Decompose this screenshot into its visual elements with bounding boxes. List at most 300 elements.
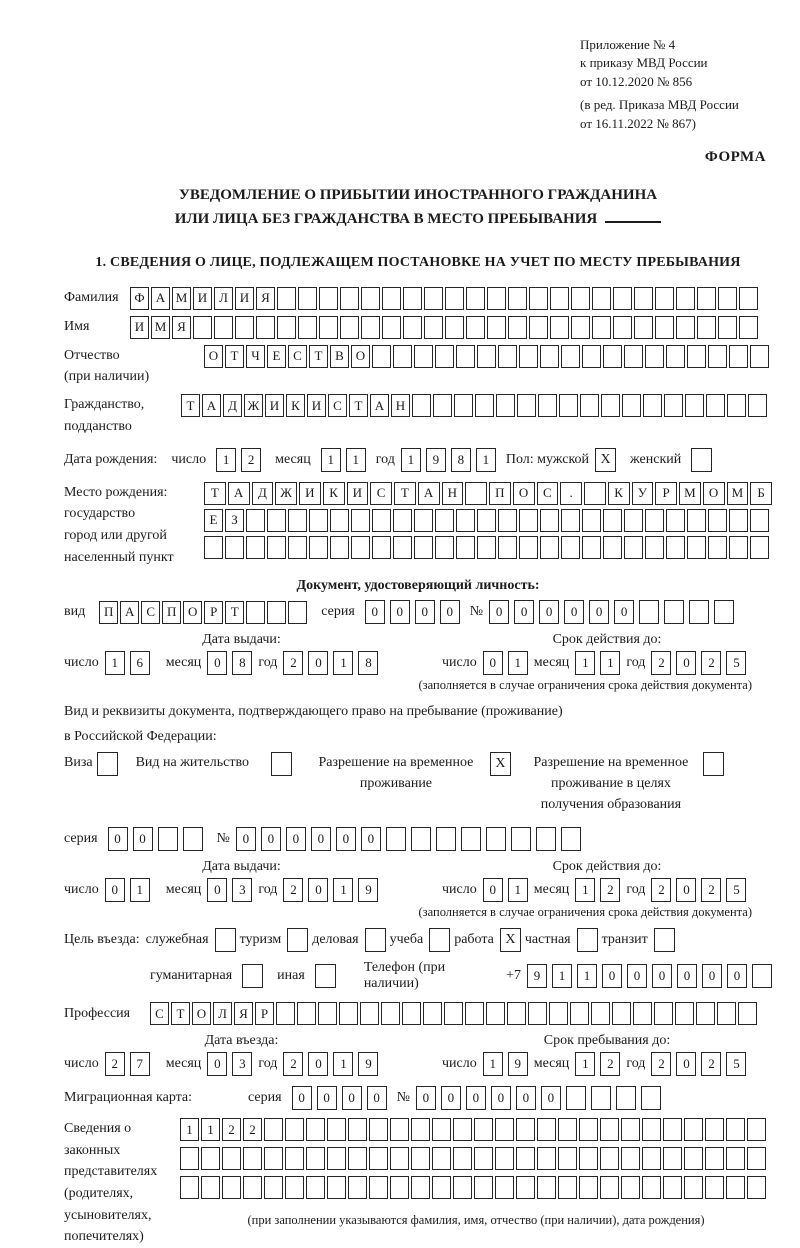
doc-number-field[interactable] [489, 600, 734, 624]
char-cell[interactable] [579, 1147, 598, 1170]
char-cell[interactable]: 1 [575, 651, 595, 675]
char-cell[interactable]: И [347, 482, 369, 505]
char-cell[interactable] [403, 287, 422, 310]
legal-reps-row1[interactable] [180, 1118, 772, 1141]
char-cell[interactable] [571, 287, 590, 310]
char-cell[interactable] [477, 509, 496, 532]
char-cell[interactable] [559, 394, 578, 417]
char-cell[interactable] [687, 509, 706, 532]
char-cell[interactable] [319, 287, 338, 310]
char-cell[interactable]: 0 [416, 1086, 436, 1110]
char-cell[interactable] [676, 316, 695, 339]
char-cell[interactable] [412, 394, 431, 417]
char-cell[interactable]: Ж [244, 394, 263, 417]
char-cell[interactable] [445, 316, 464, 339]
char-cell[interactable]: Т [225, 601, 244, 624]
char-cell[interactable] [528, 1002, 547, 1025]
char-cell[interactable]: У [632, 482, 654, 505]
char-cell[interactable]: 1 [483, 1052, 503, 1076]
char-cell[interactable]: М [727, 482, 749, 505]
char-cell[interactable] [600, 1118, 619, 1141]
char-cell[interactable] [705, 1176, 724, 1199]
char-cell[interactable] [369, 1147, 388, 1170]
char-cell[interactable]: 0 [516, 1086, 536, 1110]
char-cell[interactable] [486, 1002, 505, 1025]
char-cell[interactable] [747, 1118, 766, 1141]
char-cell[interactable] [414, 536, 433, 559]
char-cell[interactable] [466, 316, 485, 339]
char-cell[interactable] [432, 1147, 451, 1170]
char-cell[interactable] [537, 1147, 556, 1170]
char-cell[interactable]: О [513, 482, 535, 505]
char-cell[interactable] [246, 536, 265, 559]
legal-reps-row2[interactable] [180, 1147, 772, 1170]
char-cell[interactable]: 0 [105, 878, 125, 902]
char-cell[interactable] [351, 509, 370, 532]
char-cell[interactable] [675, 1002, 694, 1025]
char-cell[interactable] [445, 287, 464, 310]
char-cell[interactable] [285, 1118, 304, 1141]
char-cell[interactable] [666, 345, 685, 368]
char-cell[interactable]: 1 [575, 1052, 595, 1076]
char-cell[interactable]: 2 [701, 651, 721, 675]
char-cell[interactable]: И [235, 287, 254, 310]
char-cell[interactable]: 5 [726, 1052, 746, 1076]
char-cell[interactable] [517, 394, 536, 417]
char-cell[interactable]: О [351, 345, 370, 368]
char-cell[interactable]: 0 [539, 600, 559, 624]
purpose-business-checkbox[interactable] [365, 928, 386, 952]
char-cell[interactable]: О [204, 345, 223, 368]
char-cell[interactable]: 0 [207, 1052, 227, 1076]
char-cell[interactable]: 0 [308, 1052, 328, 1076]
char-cell[interactable] [561, 827, 581, 851]
char-cell[interactable]: 0 [308, 651, 328, 675]
legal-reps-row3[interactable] [180, 1176, 772, 1199]
char-cell[interactable] [386, 827, 406, 851]
sex-male-checkbox[interactable]: X [595, 448, 616, 472]
char-cell[interactable] [538, 394, 557, 417]
char-cell[interactable] [558, 1118, 577, 1141]
char-cell[interactable] [180, 1176, 199, 1199]
char-cell[interactable] [613, 316, 632, 339]
char-cell[interactable] [729, 509, 748, 532]
char-cell[interactable] [729, 345, 748, 368]
doc-kind-field[interactable] [99, 601, 307, 624]
char-cell[interactable] [558, 1147, 577, 1170]
char-cell[interactable]: Р [204, 601, 223, 624]
char-cell[interactable]: 1 [333, 1052, 353, 1076]
char-cell[interactable]: И [265, 394, 284, 417]
char-cell[interactable] [474, 1147, 493, 1170]
char-cell[interactable]: 1 [508, 651, 528, 675]
char-cell[interactable] [288, 601, 307, 624]
phone-field[interactable] [527, 964, 772, 988]
char-cell[interactable] [684, 1176, 703, 1199]
char-cell[interactable] [327, 1147, 346, 1170]
char-cell[interactable] [739, 316, 758, 339]
char-cell[interactable] [519, 536, 538, 559]
char-cell[interactable] [561, 536, 580, 559]
char-cell[interactable] [612, 1002, 631, 1025]
char-cell[interactable] [475, 394, 494, 417]
char-cell[interactable]: 2 [241, 448, 261, 472]
char-cell[interactable]: 0 [308, 878, 328, 902]
char-cell[interactable] [685, 394, 704, 417]
char-cell[interactable] [507, 1002, 526, 1025]
char-cell[interactable]: 3 [232, 1052, 252, 1076]
char-cell[interactable] [600, 1147, 619, 1170]
char-cell[interactable] [256, 316, 275, 339]
char-cell[interactable] [285, 1176, 304, 1199]
char-cell[interactable] [498, 509, 517, 532]
char-cell[interactable] [516, 1176, 535, 1199]
char-cell[interactable] [729, 536, 748, 559]
char-cell[interactable]: 0 [541, 1086, 561, 1110]
char-cell[interactable] [382, 316, 401, 339]
char-cell[interactable]: 0 [311, 827, 331, 851]
char-cell[interactable] [267, 509, 286, 532]
char-cell[interactable]: С [288, 345, 307, 368]
char-cell[interactable] [706, 394, 725, 417]
char-cell[interactable]: 1 [401, 448, 421, 472]
char-cell[interactable] [511, 827, 531, 851]
char-cell[interactable]: Р [255, 1002, 274, 1025]
char-cell[interactable]: 8 [451, 448, 471, 472]
temp-residence-checkbox[interactable]: X [490, 752, 511, 776]
char-cell[interactable] [498, 536, 517, 559]
char-cell[interactable]: 9 [527, 964, 547, 988]
char-cell[interactable] [453, 1176, 472, 1199]
birth-year-field[interactable] [401, 448, 496, 472]
res-issue-year-field[interactable] [283, 878, 378, 902]
char-cell[interactable] [487, 287, 506, 310]
char-cell[interactable]: П [162, 601, 181, 624]
char-cell[interactable] [288, 536, 307, 559]
char-cell[interactable] [540, 536, 559, 559]
sex-female-checkbox[interactable] [691, 448, 712, 472]
char-cell[interactable] [424, 287, 443, 310]
char-cell[interactable]: 1 [552, 964, 572, 988]
char-cell[interactable]: 0 [342, 1086, 362, 1110]
char-cell[interactable] [549, 1002, 568, 1025]
char-cell[interactable] [747, 1176, 766, 1199]
char-cell[interactable] [201, 1176, 220, 1199]
char-cell[interactable]: . [560, 482, 582, 505]
purpose-official-checkbox[interactable] [215, 928, 236, 952]
char-cell[interactable] [591, 1086, 611, 1110]
char-cell[interactable] [298, 287, 317, 310]
char-cell[interactable] [285, 1147, 304, 1170]
char-cell[interactable] [318, 1002, 337, 1025]
char-cell[interactable]: Е [204, 509, 223, 532]
char-cell[interactable] [708, 345, 727, 368]
char-cell[interactable] [456, 536, 475, 559]
char-cell[interactable] [411, 827, 431, 851]
char-cell[interactable] [327, 1118, 346, 1141]
char-cell[interactable]: 1 [346, 448, 366, 472]
char-cell[interactable] [180, 1147, 199, 1170]
char-cell[interactable]: Т [394, 482, 416, 505]
char-cell[interactable] [540, 509, 559, 532]
char-cell[interactable] [327, 1176, 346, 1199]
char-cell[interactable] [435, 345, 454, 368]
char-cell[interactable]: 0 [483, 651, 503, 675]
char-cell[interactable] [369, 1118, 388, 1141]
char-cell[interactable] [718, 316, 737, 339]
char-cell[interactable]: 2 [600, 1052, 620, 1076]
char-cell[interactable] [684, 1147, 703, 1170]
char-cell[interactable] [246, 509, 265, 532]
char-cell[interactable]: 0 [483, 878, 503, 902]
char-cell[interactable]: А [418, 482, 440, 505]
char-cell[interactable] [697, 287, 716, 310]
res-valid-day-field[interactable] [483, 878, 528, 902]
char-cell[interactable] [676, 287, 695, 310]
char-cell[interactable]: 3 [232, 878, 252, 902]
char-cell[interactable] [372, 345, 391, 368]
char-cell[interactable] [474, 1118, 493, 1141]
char-cell[interactable] [277, 316, 296, 339]
char-cell[interactable] [403, 316, 422, 339]
char-cell[interactable] [277, 287, 296, 310]
char-cell[interactable] [639, 600, 659, 624]
purpose-transit-checkbox[interactable] [654, 928, 675, 952]
char-cell[interactable] [348, 1176, 367, 1199]
patronymic-field[interactable] [204, 345, 769, 368]
char-cell[interactable]: Е [267, 345, 286, 368]
char-cell[interactable] [486, 827, 506, 851]
char-cell[interactable] [603, 509, 622, 532]
char-cell[interactable]: 5 [726, 651, 746, 675]
char-cell[interactable] [696, 1002, 715, 1025]
char-cell[interactable]: 0 [466, 1086, 486, 1110]
char-cell[interactable]: Ч [246, 345, 265, 368]
char-cell[interactable] [382, 287, 401, 310]
char-cell[interactable] [276, 1002, 295, 1025]
char-cell[interactable]: Я [172, 316, 191, 339]
char-cell[interactable]: М [151, 316, 170, 339]
char-cell[interactable] [372, 509, 391, 532]
char-cell[interactable]: М [679, 482, 701, 505]
char-cell[interactable] [750, 536, 769, 559]
char-cell[interactable]: 2 [222, 1118, 241, 1141]
char-cell[interactable] [214, 316, 233, 339]
char-cell[interactable]: П [99, 601, 118, 624]
char-cell[interactable]: 0 [676, 878, 696, 902]
char-cell[interactable] [432, 1176, 451, 1199]
char-cell[interactable] [436, 827, 456, 851]
char-cell[interactable]: 0 [441, 1086, 461, 1110]
char-cell[interactable]: А [151, 287, 170, 310]
char-cell[interactable] [718, 287, 737, 310]
char-cell[interactable] [634, 316, 653, 339]
char-cell[interactable] [454, 394, 473, 417]
res-valid-month-field[interactable] [575, 878, 620, 902]
char-cell[interactable] [496, 394, 515, 417]
char-cell[interactable] [561, 509, 580, 532]
char-cell[interactable]: 0 [676, 1052, 696, 1076]
char-cell[interactable] [621, 1147, 640, 1170]
char-cell[interactable]: 0 [336, 827, 356, 851]
char-cell[interactable]: Я [234, 1002, 253, 1025]
char-cell[interactable] [465, 482, 487, 505]
char-cell[interactable] [390, 1118, 409, 1141]
char-cell[interactable] [655, 287, 674, 310]
char-cell[interactable] [498, 345, 517, 368]
char-cell[interactable] [361, 316, 380, 339]
char-cell[interactable]: 2 [701, 878, 721, 902]
char-cell[interactable]: 1 [105, 651, 125, 675]
char-cell[interactable]: 1 [575, 878, 595, 902]
char-cell[interactable] [666, 509, 685, 532]
char-cell[interactable]: 1 [180, 1118, 199, 1141]
char-cell[interactable]: С [328, 394, 347, 417]
char-cell[interactable] [566, 1086, 586, 1110]
char-cell[interactable]: Ж [275, 482, 297, 505]
char-cell[interactable] [319, 316, 338, 339]
char-cell[interactable]: И [193, 287, 212, 310]
char-cell[interactable] [561, 345, 580, 368]
char-cell[interactable] [750, 345, 769, 368]
migration-number-field[interactable] [416, 1086, 661, 1110]
issue-year-field[interactable] [283, 651, 378, 675]
birth-day-field[interactable] [216, 448, 261, 472]
char-cell[interactable]: 0 [514, 600, 534, 624]
char-cell[interactable]: 2 [283, 651, 303, 675]
char-cell[interactable] [339, 1002, 358, 1025]
char-cell[interactable] [601, 394, 620, 417]
char-cell[interactable] [738, 1002, 757, 1025]
char-cell[interactable]: 0 [108, 827, 128, 851]
char-cell[interactable] [705, 1147, 724, 1170]
char-cell[interactable] [663, 1176, 682, 1199]
char-cell[interactable] [633, 1002, 652, 1025]
char-cell[interactable] [591, 1002, 610, 1025]
char-cell[interactable] [465, 1002, 484, 1025]
char-cell[interactable]: 9 [508, 1052, 528, 1076]
char-cell[interactable] [444, 1002, 463, 1025]
char-cell[interactable]: Я [256, 287, 275, 310]
char-cell[interactable] [204, 536, 223, 559]
char-cell[interactable] [264, 1118, 283, 1141]
char-cell[interactable]: С [370, 482, 392, 505]
char-cell[interactable]: И [130, 316, 149, 339]
birth-month-field[interactable] [321, 448, 366, 472]
char-cell[interactable]: 1 [333, 878, 353, 902]
visa-checkbox[interactable] [97, 752, 118, 776]
char-cell[interactable]: 7 [130, 1052, 150, 1076]
char-cell[interactable]: П [489, 482, 511, 505]
char-cell[interactable]: 0 [614, 600, 634, 624]
char-cell[interactable] [330, 536, 349, 559]
char-cell[interactable] [645, 509, 664, 532]
char-cell[interactable] [487, 316, 506, 339]
char-cell[interactable] [579, 1118, 598, 1141]
char-cell[interactable]: Н [442, 482, 464, 505]
char-cell[interactable] [183, 827, 203, 851]
char-cell[interactable] [348, 1118, 367, 1141]
char-cell[interactable] [687, 345, 706, 368]
char-cell[interactable] [621, 1118, 640, 1141]
char-cell[interactable]: Т [349, 394, 368, 417]
profession-field[interactable] [150, 1002, 757, 1025]
char-cell[interactable] [390, 1147, 409, 1170]
char-cell[interactable] [411, 1118, 430, 1141]
char-cell[interactable] [466, 287, 485, 310]
char-cell[interactable]: С [141, 601, 160, 624]
char-cell[interactable] [330, 509, 349, 532]
char-cell[interactable]: 2 [600, 878, 620, 902]
char-cell[interactable]: Т [309, 345, 328, 368]
char-cell[interactable] [201, 1147, 220, 1170]
char-cell[interactable]: Р [655, 482, 677, 505]
char-cell[interactable] [298, 316, 317, 339]
char-cell[interactable]: 2 [651, 1052, 671, 1076]
char-cell[interactable] [453, 1147, 472, 1170]
char-cell[interactable]: 6 [130, 651, 150, 675]
char-cell[interactable]: 0 [589, 600, 609, 624]
char-cell[interactable]: 0 [207, 878, 227, 902]
char-cell[interactable] [654, 1002, 673, 1025]
char-cell[interactable]: Л [214, 287, 233, 310]
char-cell[interactable] [621, 1176, 640, 1199]
char-cell[interactable] [243, 1147, 262, 1170]
char-cell[interactable]: И [307, 394, 326, 417]
stay-day-field[interactable] [483, 1052, 528, 1076]
char-cell[interactable] [750, 509, 769, 532]
char-cell[interactable]: Т [204, 482, 226, 505]
char-cell[interactable]: О [703, 482, 725, 505]
char-cell[interactable] [433, 394, 452, 417]
purpose-humanitarian-checkbox[interactable] [242, 964, 263, 988]
char-cell[interactable]: 2 [651, 878, 671, 902]
char-cell[interactable] [579, 1176, 598, 1199]
char-cell[interactable]: С [537, 482, 559, 505]
char-cell[interactable] [340, 287, 359, 310]
char-cell[interactable] [570, 1002, 589, 1025]
char-cell[interactable] [264, 1176, 283, 1199]
char-cell[interactable] [348, 1147, 367, 1170]
char-cell[interactable] [306, 1147, 325, 1170]
char-cell[interactable] [747, 1147, 766, 1170]
char-cell[interactable] [456, 345, 475, 368]
char-cell[interactable]: 1 [201, 1118, 220, 1141]
stay-year-field[interactable] [651, 1052, 746, 1076]
char-cell[interactable] [726, 1147, 745, 1170]
char-cell[interactable] [641, 1086, 661, 1110]
char-cell[interactable] [642, 1118, 661, 1141]
char-cell[interactable] [739, 287, 758, 310]
char-cell[interactable]: О [183, 601, 202, 624]
char-cell[interactable]: 0 [676, 651, 696, 675]
birth-place-row1[interactable] [204, 482, 772, 505]
char-cell[interactable] [571, 316, 590, 339]
entry-month-field[interactable] [207, 1052, 252, 1076]
char-cell[interactable]: К [323, 482, 345, 505]
char-cell[interactable] [624, 536, 643, 559]
char-cell[interactable] [474, 1176, 493, 1199]
char-cell[interactable] [235, 316, 254, 339]
char-cell[interactable]: 1 [600, 651, 620, 675]
char-cell[interactable]: 0 [365, 600, 385, 624]
char-cell[interactable] [519, 509, 538, 532]
char-cell[interactable] [424, 316, 443, 339]
char-cell[interactable]: 2 [283, 1052, 303, 1076]
char-cell[interactable] [714, 600, 734, 624]
char-cell[interactable] [495, 1147, 514, 1170]
issue-month-field[interactable] [207, 651, 252, 675]
